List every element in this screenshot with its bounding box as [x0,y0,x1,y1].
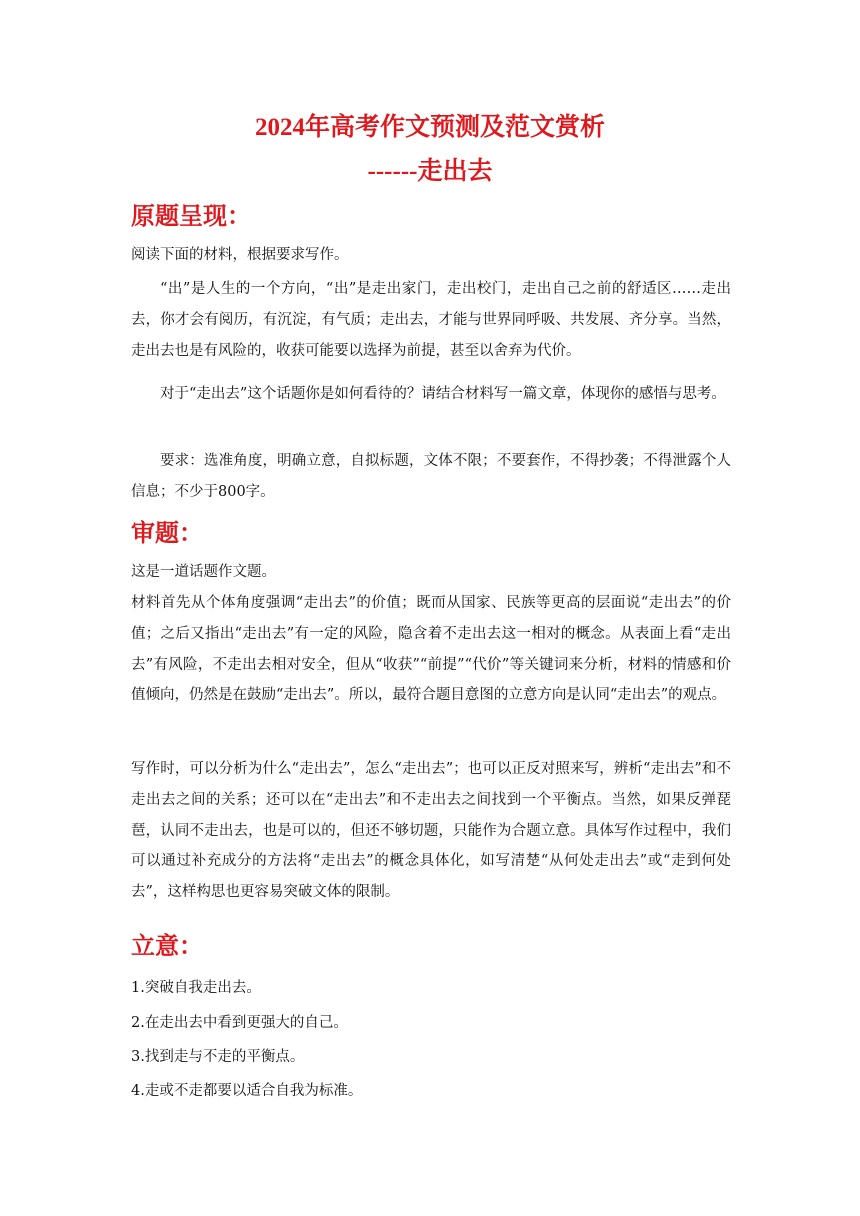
prompt-question: 对于“走出去”这个话题你是如何看待的？请结合材料写一篇文章，体现你的感悟与思考。 [160,386,726,402]
section-heading-thesis: 立意： [131,932,203,960]
section-heading-analysis: 审题： [131,519,203,547]
analysis-paragraph-3: 写作时，可以分析为什么“走出去”，怎么“走出去”；也可以正反对照来写，辨析“走出去”和不走出去之间的关系；还可以在“走出去”和不走出去之间找到一个平衡点。当然，如果反弹琵琶，认同不走出去，也是可以的，但还不够切题，只能作为合题立意。具体写作过程中，我们可以通过补充成分的方法将“走出去”的概念具体化，如写清楚“从何处走出去”或“走到何处去”，这样构思也更容易突破文体的限制。 [131,761,731,901]
prompt-intro: 阅读下面的材料，根据要求写作。 [131,247,349,263]
analysis-paragraph-2: 材料首先从个体角度强调“走出去”的价值；既而从国家、民族等更高的层面说“走出去”的价值；之后又指出“走出去”有一定的风险，隐含着不走出去这一相对的概念。从表面上看“走出去”有风险，不走出去相对安全，但从“收获”“前提”“代价”等关键词来分析，材料的情感和价值倾向，仍然是在鼓励“走出去”。所以，最符合题目意图的立意方向是认同“走出去”的观点。 [131,595,731,704]
thesis-item-4: 4.走或不走都要以适合自我为标准。 [131,1083,363,1099]
analysis-paragraph-1: 这是一道话题作文题。 [131,564,276,580]
thesis-item-2: 2.在走出去中看到更强大的自己。 [131,1015,348,1031]
prompt-material: “出”是人生的一个方向，“出”是走出家门，走出校门，走出自己之前的舒适区……走出去，你才会有阅历，有沉淀，有气质；走出去，才能与世界同呼吸、共发展、齐分享。当然，走出去也是有风险的，收获可能要以选择为前提，甚至以舍弃为代价。 [131,281,731,359]
thesis-item-1: 1.突破自我走出去。 [131,980,261,996]
document-subtitle: ------走出去 [367,158,493,185]
section-heading-prompt: 原题呈现： [131,202,251,230]
document-title: 2024年高考作文预测及范文赏析 [254,114,605,141]
thesis-item-3: 3.找到走与不走的平衡点。 [131,1049,305,1065]
prompt-requirements: 要求：选准角度，明确立意，自拟标题，文体不限；不要套作，不得抄袭；不得泄露个人信息；不少于800字。 [131,453,731,500]
